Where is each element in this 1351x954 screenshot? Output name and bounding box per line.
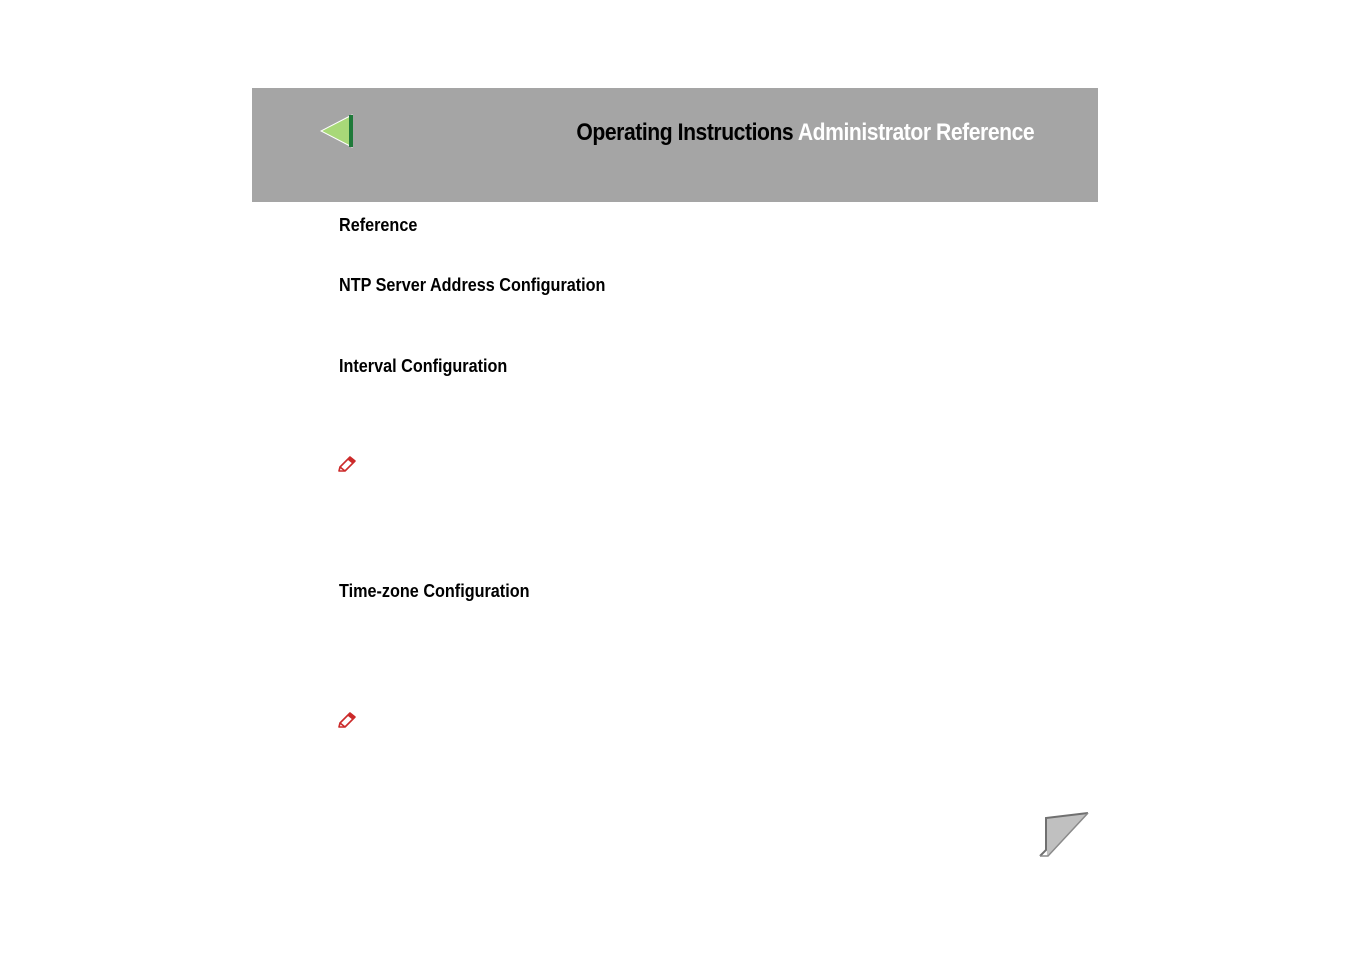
manual-subtitle: Administrator Reference <box>797 119 1034 146</box>
next-page-button[interactable] <box>1038 810 1090 858</box>
header-band <box>252 88 1098 202</box>
note-pencil-icon <box>338 711 357 728</box>
section-heading-time-zone: Time-zone Configuration <box>339 581 530 601</box>
manual-title: Operating Instructions <box>576 119 794 146</box>
note-pencil-icon <box>338 455 357 472</box>
section-heading-reference: Reference <box>339 215 418 235</box>
header-title <box>576 119 1034 147</box>
section-heading-interval: Interval Configuration <box>339 356 508 376</box>
previous-page-button[interactable] <box>320 114 354 148</box>
next-page-icon <box>1038 810 1090 858</box>
back-arrow-icon <box>320 114 354 148</box>
section-heading-ntp-server: NTP Server Address Configuration <box>339 275 606 295</box>
